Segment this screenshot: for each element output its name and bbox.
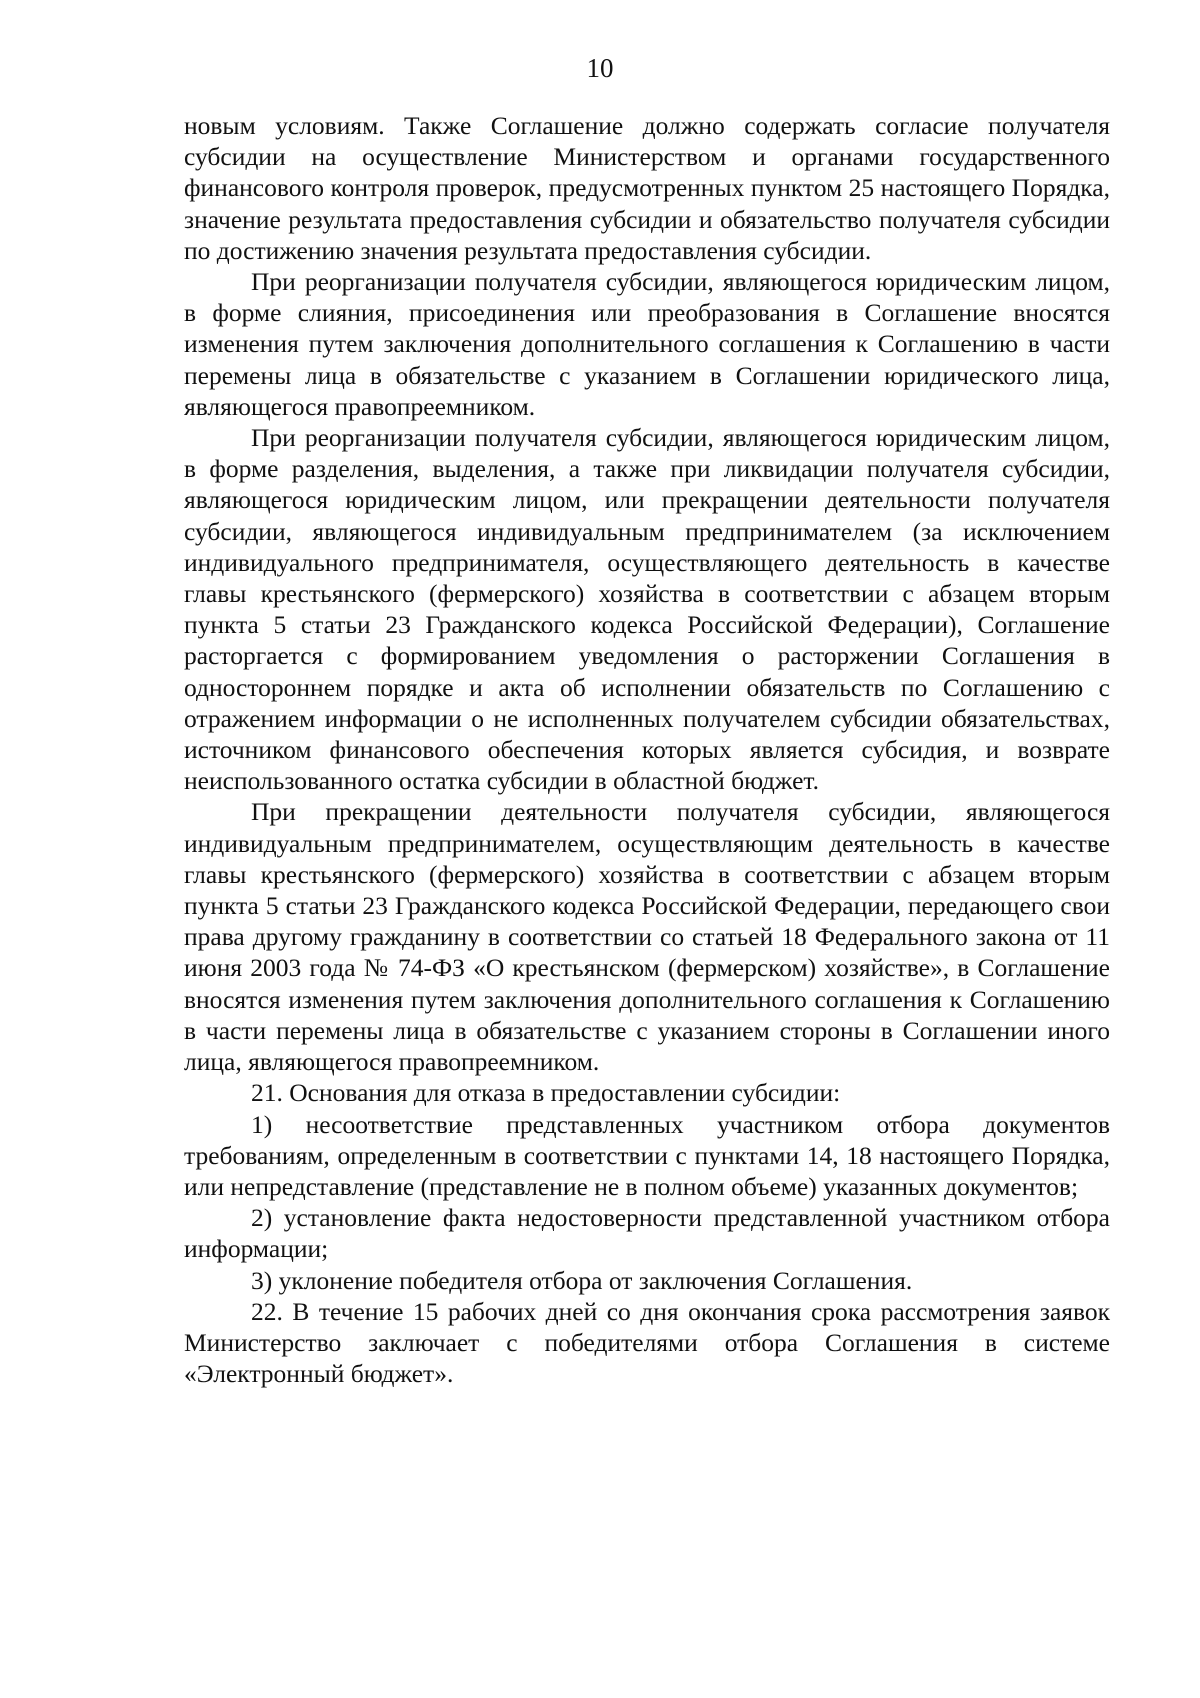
paragraph-termination-farm: При прекращении деятельности получателя субсидии, являющегося индивидуальным предпринимателем, осуществляющим деятельность в качестве главы крестьянского (фермерского) хозяйства в соответствии с абзацем вторым пункта 5 статьи 23 Гражданского кодекса Российской Федерации, передающего свои права другому гражданину в соответствии со статьей 18 Федерального закона от 11 июня 2003 года № 74-ФЗ «О крестьянском (фермерском) хозяйстве», в Соглашение вносятся изменения путем заключения дополнительного соглашения к Соглашению в части перемены лица в обязательстве с указанием стороны в Соглашении иного лица, являющегося правопреемником. (184, 797, 1110, 1077)
clause-22: 22. В течение 15 рабочих дней со дня окончания срока рассмотрения заявок Министерство заключает с победителями отбора Соглашения в системе «Электронный бюджет». (184, 1296, 1110, 1389)
clause-21-item-3: 3) уклонение победителя отбора от заключения Соглашения. (251, 1265, 913, 1295)
page-number: 10 (586, 53, 614, 83)
clause-21-heading: 21. Основания для отказа в предоставлении субсидии: (251, 1078, 841, 1108)
clause-21-item-1: 1) несоответствие представленных участником отбора документов требованиям, определенным в соответствии с пунктами 14, 18 настоящего Порядка, или непредставление (представление не в полном объеме) указанных документов; (184, 1109, 1110, 1201)
clause-21-item-2: 2) установление факта недостоверности представленной участником отбора информации; (184, 1203, 1110, 1264)
paragraph-reorganization-merger: При реорганизации получателя субсидии, являющегося юридическим лицом, в форме слияния, присоединения или преобразования в Соглашение вносятся изменения путем заключения дополнительного соглашения к Соглашению в части перемены лица в обязательстве с указанием в Соглашении юридического лица, являющегося правопреемником. (184, 267, 1110, 421)
paragraph-reorganization-division: При реорганизации получателя субсидии, являющегося юридическим лицом, в форме разделения, выделения, а также при ликвидации получателя субсидии, являющегося юридическим лицом, или прекращении деятельности получателя субсидии, являющегося индивидуальным предпринимателем (за исключением индивидуального предпринимателя, осуществляющего деятельность в качестве главы крестьянского (фермерского) хозяйства в соответствии с абзацем вторым пункта 5 статьи 23 Гражданского кодекса Российской Федерации), Соглашение расторгается с формированием уведомления о расторжении Соглашения в одностороннем порядке и акта об исполнении обязательств по Соглашению с отражением информации о не исполненных получателем субсидии обязательствах, источником финансового обеспечения которых является субсидия, и возврате неиспользованного остатка субсидии в областной бюджет. (184, 423, 1110, 796)
document-body (184, 110, 1110, 1389)
paragraph-continuation: новым условиям. Также Соглашение должно содержать согласие получателя субсидии на осуществление Министерством и органами государственного финансового контроля проверок, предусмотренных пунктом 25 настоящего Порядка, значение результата предоставления субсидии и обязательство получателя субсидии по достижению значения результата предоставления субсидии. (184, 111, 1110, 265)
